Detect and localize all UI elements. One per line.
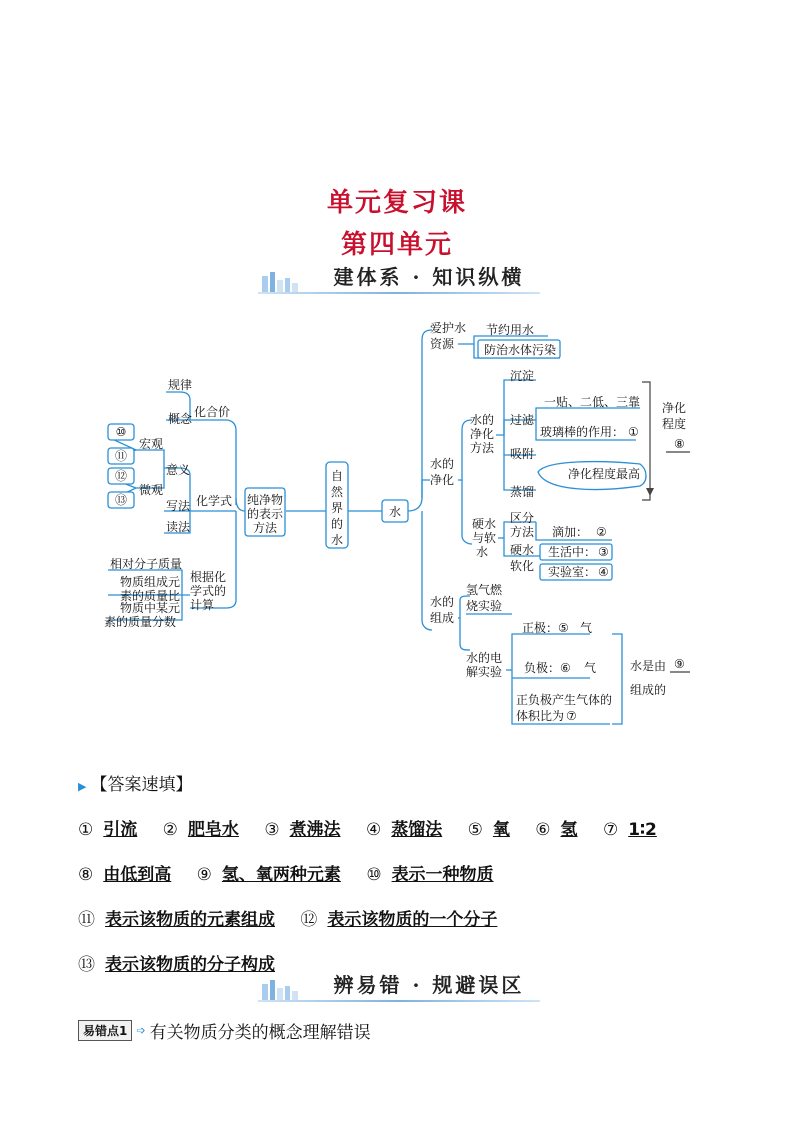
section-banner-errors [258,970,540,1006]
huahejia: 化合价 [194,405,231,419]
error-tag: 易错点1 [78,1020,132,1041]
svg-text:水: 水 [476,545,489,559]
svg-text:气: 气 [580,621,593,635]
svg-text:宏观: 宏观 [139,437,164,451]
blank-1: ① [628,425,639,439]
svg-text:一贴、二低、三靠: 一贴、二低、三靠 [544,395,641,409]
blank-7: ⑦ [566,709,577,723]
banner-text: 辨易错 · 规避误区 [333,973,525,997]
answers-heading: ▶ 【答案速填】 [78,775,193,795]
answer-item: ⑤ 氧 [467,820,510,840]
svg-text:水: 水 [330,533,344,547]
page-title: 单元复习课 [326,188,467,218]
answer-item: ⑦ 1∶2 [602,820,657,840]
error-title: 有关物质分类的概念理解错误 [149,1023,371,1043]
svg-text:防治水体污染: 防治水体污染 [484,343,557,357]
svg-text:软化: 软化 [510,559,535,573]
svg-text:学式的: 学式的 [190,584,227,598]
svg-text:水的: 水的 [430,595,455,609]
svg-text:水的电: 水的电 [466,651,503,665]
answer-item: ③ 煮沸法 [264,820,341,840]
banner-text: 建体系 · 知识纵横 [333,265,525,289]
blank-2: ② [596,525,607,539]
svg-text:正极：: 正极： [522,621,559,635]
svg-text:爱护水: 爱护水 [430,321,467,335]
svg-text:硬水: 硬水 [510,543,535,557]
answers-list [78,808,718,988]
svg-text:生活中：: 生活中： [548,545,597,559]
svg-text:区分: 区分 [510,511,535,525]
building-icon [260,270,300,292]
section-banner-system [258,262,540,298]
svg-text:吸附: 吸附 [510,447,535,461]
svg-text:读法: 读法 [166,520,191,534]
svg-text:根据化: 根据化 [190,570,227,584]
blank-8: ⑧ [674,437,685,451]
svg-text:概念: 概念 [168,412,193,426]
svg-text:写法: 写法 [166,499,191,513]
answer-item: ⑪ 表示该物质的元素组成 [78,910,275,930]
answer-item: ② 肥皂水 [162,820,239,840]
svg-text:素的质量分数: 素的质量分数 [104,615,177,629]
svg-text:沉淀: 沉淀 [510,369,535,383]
blank-12: ⑫ [114,469,128,483]
svg-text:与软: 与软 [472,531,497,545]
svg-text:方法: 方法 [252,521,278,535]
svg-text:的表示: 的表示 [246,507,284,521]
blank-11: ⑪ [114,449,128,463]
blank-13: ⑬ [114,493,128,507]
svg-text:实验室：: 实验室： [548,565,597,579]
answer-item: ⑫ 表示该物质的一个分子 [300,910,498,930]
svg-text:净化程度最高: 净化程度最高 [568,467,641,481]
blank-5: ⑤ [558,621,569,635]
svg-text:玻璃棒的作用：: 玻璃棒的作用： [540,425,625,439]
answer-item: ⑨ 氢、氧两种元素 [196,865,341,885]
svg-text:水的: 水的 [430,457,455,471]
svg-text:微观: 微观 [139,483,164,497]
svg-text:净化: 净化 [430,473,455,487]
svg-text:体积比为: 体积比为 [516,709,565,723]
building-icon [260,978,300,1000]
blank-9: ⑨ [674,657,685,671]
svg-text:素的质量比: 素的质量比 [120,589,181,603]
svg-text:资源: 资源 [430,337,455,351]
answer-item: ⑩ 表示一种物质 [366,865,494,885]
blank-3: ③ [598,545,609,559]
svg-text:解实验: 解实验 [466,665,503,679]
svg-text:程度: 程度 [662,417,687,431]
blank-10: ⑩ [115,425,127,439]
answer-item: ⑬ 表示该物质的分子构成 [78,955,275,975]
arrow-icon: ➩ [136,1024,146,1037]
blank-6: ⑥ [560,661,571,675]
svg-text:物质组成元: 物质组成元 [120,575,181,589]
huaxueshi: 化学式 [196,494,233,508]
center-node [331,469,344,547]
svg-text:过滤: 过滤 [510,413,535,427]
svg-text:节约用水: 节约用水 [486,323,535,337]
water-node: 水 [388,505,402,519]
concept-map [0,300,794,740]
svg-text:然: 然 [330,485,344,499]
svg-text:方法: 方法 [510,525,535,539]
svg-text:物质中某元: 物质中某元 [120,601,181,615]
svg-text:氢气燃: 氢气燃 [466,583,503,597]
page-subtitle: 第四单元 [340,230,453,260]
svg-text:组成: 组成 [430,611,455,625]
svg-text:水是由: 水是由 [630,659,667,673]
svg-text:滴加：: 滴加： [552,525,589,539]
svg-text:硬水: 硬水 [472,517,497,531]
svg-text:规律: 规律 [168,378,193,392]
svg-text:的: 的 [330,517,344,531]
svg-text:烧实验: 烧实验 [466,599,503,613]
answer-item: ④ 蒸馏法 [365,820,443,840]
svg-text:水的: 水的 [470,413,495,427]
svg-text:气: 气 [584,661,597,675]
svg-text:组成的: 组成的 [630,683,667,697]
answer-item: ① 引流 [78,820,138,840]
blank-4: ④ [598,565,609,579]
svg-text:相对分子质量: 相对分子质量 [110,557,183,571]
error-point-heading [78,1018,371,1043]
svg-text:计算: 计算 [190,598,215,612]
svg-text:正负极产生气体的: 正负极产生气体的 [516,693,613,707]
answer-item: ⑧ 由低到高 [78,865,172,885]
svg-text:负极：: 负极： [524,661,561,675]
svg-text:净化: 净化 [662,401,687,415]
svg-text:自: 自 [330,469,344,483]
svg-text:净化: 净化 [470,427,495,441]
svg-text:意义: 意义 [166,463,191,477]
svg-text:纯净物: 纯净物 [246,493,284,507]
svg-text:方法: 方法 [470,441,495,455]
answer-item: ⑥ 氢 [535,820,578,840]
triangle-icon: ▶ [78,780,87,793]
svg-text:界: 界 [330,501,344,515]
svg-text:蒸馏: 蒸馏 [510,485,535,499]
